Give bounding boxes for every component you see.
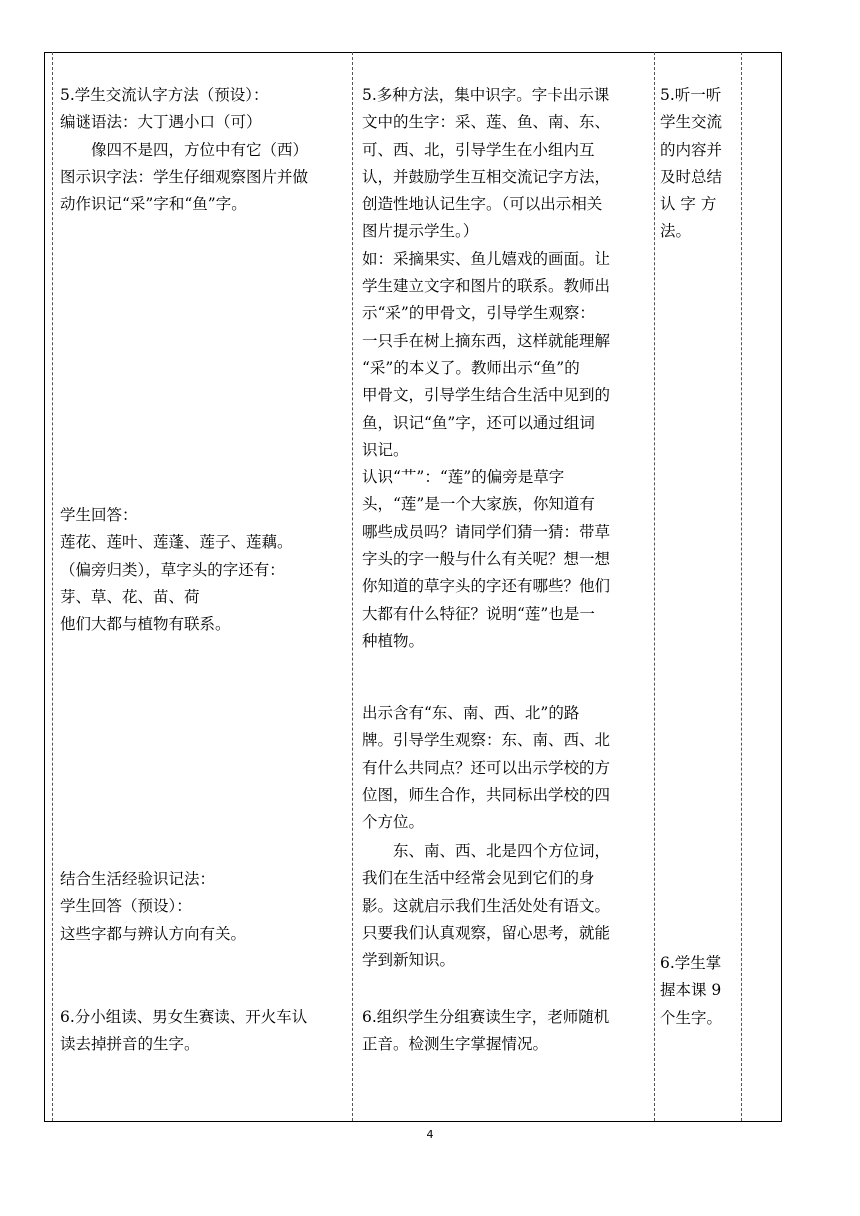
text-line: 如：采摘果实、鱼儿嬉戏的画面。让 [362, 249, 611, 268]
text-line: 哪些成员吗？请同学们猜一猜：带草 [362, 522, 611, 541]
text-line: 结合生活经验识记法： [60, 870, 216, 888]
text-line: 他们大都与植物有联系。 [60, 615, 231, 634]
text-line: 动作识记“采”字和“鱼”字。 [60, 195, 247, 214]
text-line: 鱼，识记“鱼”字，还可以通过组词 [362, 413, 595, 432]
table-bottom-border [44, 1121, 782, 1122]
text-line: 认 字 方 [660, 195, 717, 214]
text-line: 头，“莲”是一个大家族，你知道有 [362, 495, 595, 514]
teacher-activity-block [362, 838, 648, 974]
text-line: 种植物。 [362, 631, 425, 650]
text-line: 学生交流 [660, 113, 723, 132]
teacher-activity-block [362, 700, 648, 836]
text-line: 像四不是四，方位中有它（西） [91, 140, 309, 159]
text-line: 识记。 [362, 440, 409, 459]
text-line: “采”的本义了。教师出示“鱼”的 [362, 358, 580, 377]
text-line: 认，并鼓励学生互相交流记字方法， [362, 167, 611, 186]
table-right-border [781, 52, 782, 1121]
column-divider [741, 52, 742, 1121]
design-intent-block [660, 950, 740, 1032]
text-line: 甲骨文，引导学生结合生活中见到的 [362, 386, 611, 405]
table-top-border [44, 52, 782, 53]
text-line: 图示识字法：学生仔细观察图片并做 [60, 167, 309, 186]
text-line: 东、南、西、北是四个方位词， [393, 842, 611, 860]
text-line: （偏旁归类），草字头的字还有： [60, 560, 285, 579]
student-activity-block [60, 82, 350, 218]
text-line: 5.听一听 [660, 86, 722, 104]
text-line: 读去掉拼音的生字。 [60, 1035, 200, 1054]
text-line: 莲花、莲叶、莲蓬、莲子、莲藕。 [60, 533, 293, 552]
student-activity-block [60, 866, 350, 948]
text-line: 这些字都与辨认方向有关。 [60, 924, 247, 943]
text-line: 5.学生交流认字方法（预设）： [60, 86, 269, 104]
text-line: 学生回答： [60, 506, 138, 524]
text-line: 编谜语法：大丁遇小口（可） [60, 113, 262, 132]
text-line: 6.组织学生分组赛读生字，老师随机 [362, 1008, 610, 1026]
column-divider [52, 52, 53, 1121]
text-line: 6.学生掌 [660, 954, 722, 972]
text-line: 牌。引导学生观察：东、南、西、北 [362, 731, 611, 750]
text-line: 的内容并 [660, 140, 723, 159]
text-line: 个方位。 [362, 813, 425, 832]
text-line: 文中的生字：采、莲、鱼、南、东、 [362, 113, 611, 132]
design-intent-block [660, 82, 740, 246]
text-line: 芽、草、花、苗、荷 [60, 587, 200, 606]
student-activity-block [60, 1004, 350, 1059]
text-line: 个生字。 [660, 1008, 723, 1027]
text-line: 握本课 9 [660, 981, 722, 1000]
text-line: 图片提示学生。） [362, 222, 479, 241]
text-line: 位图，师生合作，共同标出学校的四 [362, 785, 611, 804]
text-line: 6.分小组读、男女生赛读、开火车认 [60, 1008, 308, 1026]
page-number: 4 [426, 1128, 434, 1141]
text-line: 认识“艹”：“莲”的偏旁是草字 [362, 468, 565, 487]
text-line: 大都有什么特征？说明“莲”也是一 [362, 604, 595, 623]
column-divider [352, 52, 353, 1121]
text-line: 字头的字一般与什么有关呢？想一想 [362, 550, 611, 569]
text-line: 示“采”的甲骨文，引导学生观察： [362, 304, 595, 323]
text-line: 正音。检测生字掌握情况。 [362, 1035, 549, 1054]
table-left-border [44, 52, 45, 1121]
text-line: 5.多种方法，集中识字。字卡出示课 [362, 86, 610, 104]
text-line: 只要我们认真观察，留心思考，就能 [362, 923, 611, 942]
text-line: 有什么共同点？还可以出示学校的方 [362, 758, 611, 777]
text-line: 及时总结 [660, 167, 723, 186]
text-line: 影。这就启示我们生活处处有语文。 [362, 896, 611, 915]
text-line: 创造性地认记生字。（可以出示相关 [362, 195, 603, 214]
column-divider [654, 52, 655, 1121]
text-line: 你知道的草字头的字还有哪些？他们 [362, 577, 611, 596]
text-line: 出示含有“东、南、西、北”的路 [362, 704, 580, 722]
teacher-activity-block [362, 1004, 648, 1059]
text-line: 我们在生活中经常会见到它们的身 [362, 869, 595, 888]
text-line: 学生建立文字和图片的联系。教师出 [362, 277, 611, 296]
text-line: 可、西、北，引导学生在小组内互 [362, 140, 595, 159]
text-line: 学到新知识。 [362, 951, 456, 970]
text-line: 法。 [660, 222, 692, 241]
student-activity-block [60, 502, 350, 638]
teacher-activity-block [362, 82, 648, 655]
text-line: 学生回答（预设）： [60, 897, 192, 916]
text-line: 一只手在树上摘东西，这样就能理解 [362, 331, 611, 350]
